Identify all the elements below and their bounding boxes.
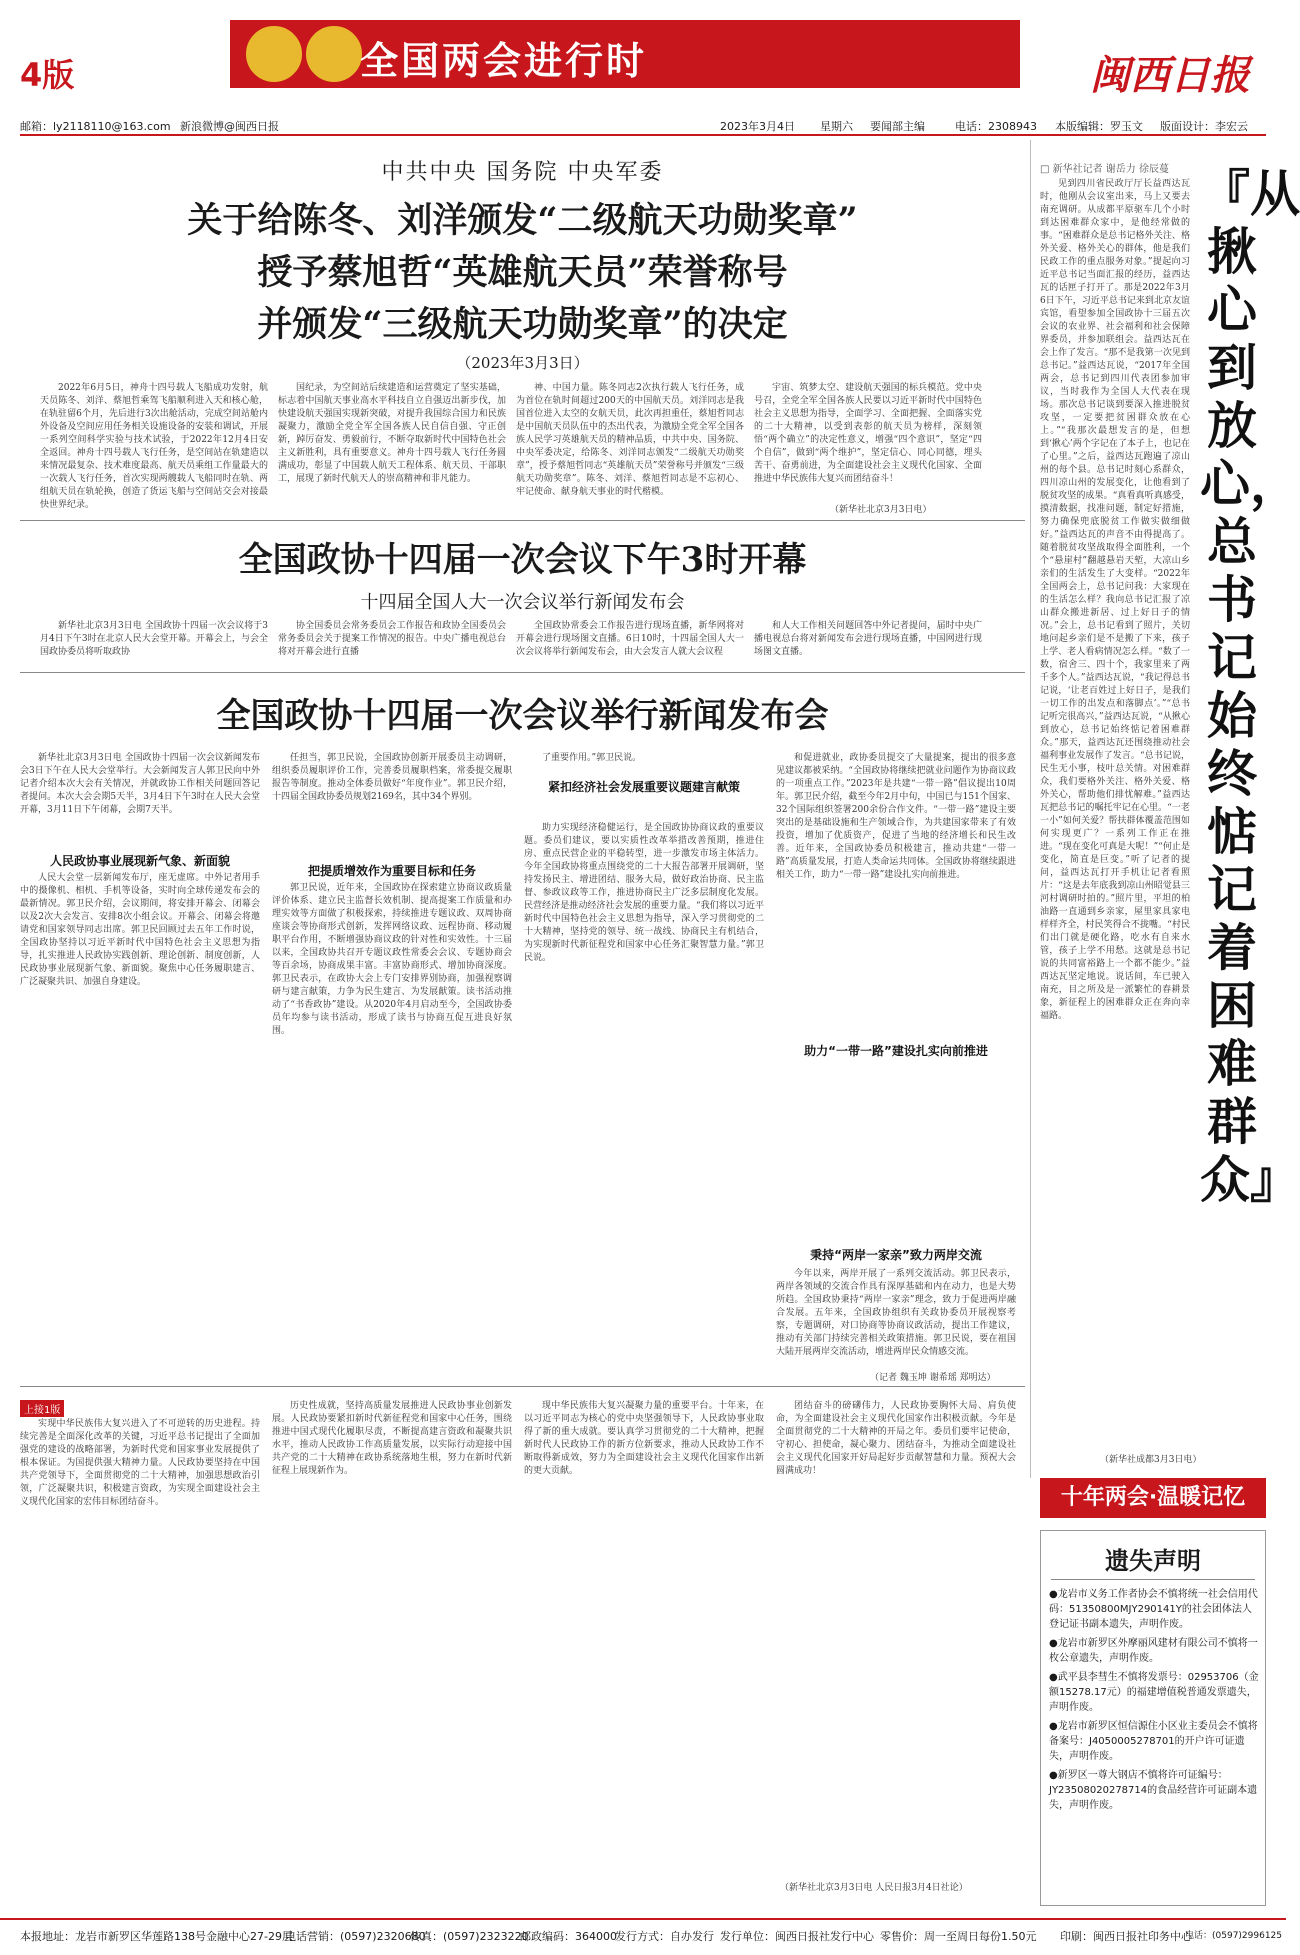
notice-item: ●武平县李彗生不慎将发票号：02953706（金额15278.17元）的福建增值税普通发票遗失，声明作废。	[1049, 1672, 1259, 1713]
notice-title: 遗失声明	[1105, 1547, 1201, 1575]
article1-column-2: 国纪录，为空间站后续建造和运营奠定了坚实基础，标志着中国航天事业高水平科技自立自强迈出新步伐，加快建设航天强国实现新突破，对提升我国综合国力和民族凝聚力，激励全党全军全国各族人民自信自强、守正创新，踔厉奋发、勇毅前行，不断夺取新时代中国特色社会主义新胜利，具有重要意义。神舟十四号载人飞行任务圆满成功，彰显了中国载人航天工程体系、航天员、干部职工，展现了新时代航天人的崇高精神和非凡能力。	[278, 383, 506, 484]
article3-column-1b: 人民大会堂一层新闻发布厅，座无虚席。中外记者用手中的摄像机、相机、手机等设备，实时向全球传递发布会的最新情况。郭卫民介绍，会议期间，将安排开幕会、闭幕会以及2次大会发言、安排8次小组会议。开幕会、闭幕会将邀请党和国家领导同志出席。郭卫民回顾过去五年工作时说，全国政协坚持以习近平新时代中国特色社会主义思想为指导，扎实推进人民政协实践创新、理论创新、制度创新，人民政协事业展现新气象、新面貌。聚焦中心任务履职建言、广泛凝聚共识、加强自身建设。	[20, 873, 260, 987]
feature-byline: □ 新华社记者 谢岳力 徐辰蔓	[1040, 164, 1169, 175]
article1-column-1: 2022年6月5日，神舟十四号载人飞船成功发射，航天员陈冬、刘洋、蔡旭哲乘驾飞船顺利进入天和核心舱，在轨驻留6个月，先后进行3次出舱活动，完成空间站舱内外设备及空间应用任务相关设施设备的安装和调试，开展一系列空间科学实验与技术试验，于2022年12月4日安全返回。神舟十四号载人飞行任务，是空间站在轨建造以来情况最复杂、技术难度最高、航天员乘组工作量最大的一次载人飞行任务，首次实现两艘载人飞船同时在轨、两组航天员在轨轮换，创造了货运飞船与空间站交会对接最快世界纪录。	[40, 383, 268, 510]
footer-distribution: 发行方式：自办发行	[615, 1930, 714, 1943]
weibo: 新浪微博@闽西日报	[180, 120, 279, 133]
headline-line-3: 并颁发“三级航天功勋奖章”的决定	[257, 304, 788, 345]
info-bar	[20, 118, 1266, 136]
continuation-column-1: 实现中华民族伟大复兴进入了不可逆转的历史进程。持续完善是全面深化改革的关键，习近平总书记提出了全面加强党的建设的战略部署，为新时代党和国家事业发展提供了根本保证。为国提供强大精神力量。人民政协要坚持在中国共产党领导下，全面贯彻党的二十大精神，加强思想政治引领，广泛凝聚共识，积极建言资政，为实现全面建设社会主义现代化国家的宏伟目标团结奋斗。	[20, 1419, 260, 1507]
article3-column-4b: 今年以来，两岸开展了一系列交流活动。郭卫民表示，两岸各领域的交流合作具有深厚基础和内在动力，也是大势所趋。全国政协秉持“两岸一家亲”理念，致力于促进两岸融合发展。五年来，全国政协组织有关政协委员开展视察考察，专题调研，对口协商等协商议政活动，提出工作建议，推动有关部门持续完善相关政策措施。郭卫民说，要在祖国大陆开展两岸交流活动，增进两岸民众情感交流。	[776, 1269, 1016, 1357]
article3-headline: 全国政协十四届一次会议举行新闻发布会	[216, 696, 829, 736]
continuation-section	[20, 1392, 1025, 1907]
cppcc-emblem-icon	[302, 22, 366, 86]
notice-item: ●新罗区一尊大钢店不慎将许可证编号：JY23508020278714的食品经营许可证副本遗失，声明作废。	[1049, 1770, 1258, 1811]
page-designer: 版面设计：李宏云	[1160, 120, 1248, 133]
editorial-phone: 电话：2308943	[955, 120, 1037, 133]
footer-address: 本报地址：龙岩市新罗区华莲路138号金融中心27-29层	[20, 1930, 293, 1943]
column-divider	[1030, 140, 1031, 1478]
continuation-column-3: 现中华民族伟大复兴凝聚力量的重要平台。十年来，在以习近平同志为核心的党中央坚强领导下，人民政协事业取得了新的重大成就。要认真学习贯彻党的二十大精神，把握新时代人民政协工作的新方位新要求，推动人民政协工作不断取得新成效，努力为全面建设社会主义现代化国家作出新的更大贡献。	[524, 1401, 764, 1476]
footer-phone: 电话营销：(0597)2320680	[285, 1930, 426, 1943]
continuation-column-2: 历史性成就，坚持高质量发展推进人民政协事业创新发展。人民政协要紧扣新时代新征程党和国家中心任务，围绕推进中国式现代化履职尽责，不断提高建言资政和凝聚共识水平，推动人民政协工作高质量发展，以实际行动迎接中国共产党的二十大精神在政协系统落地生根，努力在新时代新征程上展现新作为。	[272, 1401, 512, 1476]
series-tag: 十年两会·温暖记忆	[1040, 1478, 1266, 1518]
masthead	[0, 0, 1286, 104]
article3-subheading-4: 助力“一带一路”建设扎实向前推进	[804, 1044, 988, 1058]
divider	[20, 520, 1025, 521]
continuation-column-4: 团结奋斗的磅礴伟力，人民政协要胸怀大局、肩负使命，为全面建设社会主义现代化国家作出积极贡献。今年是全面贯彻党的二十大精神的开局之年。委员们要牢记使命，守初心、担使命，凝心聚力、团结奋斗，为推动全面建设社会主义现代化国家开好局起好步贡献智慧和力量。预祝大会圆满成功！	[776, 1401, 1016, 1476]
page-number: 4版	[20, 56, 75, 94]
email: 邮箱：ly2118110@163.com	[20, 120, 171, 133]
article2-subheadline: 十四届全国人大一次会议举行新闻发布会	[360, 592, 685, 613]
notice-item: ●龙岩市新罗区外摩丽风建材有限公司不慎将一枚公章遗失，声明作废。	[1049, 1638, 1258, 1664]
article3-source: （记者 魏玉坤 谢希瑶 郑明达）	[870, 1373, 996, 1383]
article3-column-2b: 郭卫民说，近年来，全国政协在探索建立协商议政质量评价体系、建立民主监督长效机制、提高提案工作质量和办理实效等方面做了积极探索，持续推进专题议政、双周协商座谈会等协商形式创新，发挥网络议政、远程协商、移动履职平台作用，不断增强协商议政的针对性和实效性。十三届以来，全国政协共召开专题议政性常委会会议、专题协商会等百余场，协商成果丰富。丰富协商形式、增加协商深度。郭卫民表示，在政协大会上专门安排界别协商，加强视察调研与建言献策，力争为民生建言、为发展献策。读书活动推动了“书香政协”建设。从2020年4月启动至今，全国政协委员年均参与读书活动，形成了读书与协商互促互进良好氛围。	[272, 883, 512, 1036]
article3-column-4: 和促进就业，政协委员提交了大量提案，提出的很多意见建议都被采纳。“全国政协将继续把就业问题作为协商议政的一项重点工作。”2023年是共建“一带一路”倡议提出10周年。郭卫民介绍，截至今年2月中旬，中国已与151个国家、32个国际组织签署200余份合作文件。“一带一路”建设主要突出的是基础设施和生产领域合作，为共建国家带来了有效投资，增加了优质资产，促进了当地的经济增长和民生改善。近年来，全国政协委员积极建言，推动共建“一带一路”高质量发展，打造人类命运共同体。全国政协将继续跟进相关工作，助力“一带一路”建设扎实向前推进。	[776, 753, 1016, 880]
footer-fax: 传真：(0597)2323220	[410, 1930, 529, 1943]
continuation-tag: 上接1版	[20, 1400, 64, 1417]
article3-column-3: 了重要作用。”郭卫民说。	[542, 753, 642, 763]
article3-subheading-2: 把提质增效作为重要目标和任务	[307, 864, 476, 878]
article2-column-2: 协全国委员会常务委员会工作报告和政协全国委员会常务委员会关于提案工作情况的报告。中央广播电视总台将对开幕会进行直播	[278, 621, 506, 657]
article1-kicker: 中共中央 国务院 中央军委	[381, 160, 664, 185]
newspaper-logo: 闽西日报	[1090, 52, 1250, 99]
headline-line-2: 授予蔡旭哲“英雄航天员”荣誉称号	[257, 252, 788, 293]
article1-date: （2023年3月3日）	[456, 354, 589, 372]
issue-date: 2023年3月4日	[720, 120, 795, 133]
article3-column-1: 新华社北京3月3日电 全国政协十四届一次会议新闻发布会3日下午在人民大会堂举行。大会新闻发言人郭卫民向中外记者介绍本次大会有关情况，并就政协工作相关问题回答记者提问。本次大会会期5天半，3月4日下午3时在人民大会堂开幕，3月11日下午闭幕，会期7天半。	[20, 753, 260, 815]
article3-subheading-3: 紧扣经济社会发展重要议题建言献策	[547, 780, 740, 794]
notice-list	[1049, 1587, 1259, 1817]
article3-subheading-5: 秉持“两岸一家亲”致力两岸交流	[810, 1248, 982, 1262]
article3-column-3b: 助力实现经济稳健运行，是全国政协协商议政的重要议题。委员们建议，要以实质性改革举措改善预期，推进住房、重点民营企业的平稳转型，进一步激发市场主体活力。今年全国政协将重点围绕党的二十大报告部署开展调研，坚持发扬民主、增进团结、服务大局，做好政治协商、民主监督、参政议政等工作，推进协商民主广泛多层制度化发展。民营经济是推动经济社会发展的重要力量。“我们将以习近平新时代中国特色社会主义思想为指导，深入学习贯彻党的二十大精神，坚持党的领导、统一战线、协商民主有机结合，为实现新时代新征程党和国家中心任务汇聚智慧力量。”郭卫民说。	[524, 823, 764, 963]
feature-vertical-title: 『从揪心到放心，总书记始终惦记着困难群众』	[1200, 164, 1300, 1209]
headline-line-1: 关于给陈冬、刘洋颁发“二级航天功勋奖章”	[187, 200, 858, 241]
chief-editor: 要闻部主编	[870, 120, 925, 133]
footer-printer: 印刷：闽西日报社印务中心	[1060, 1930, 1192, 1943]
article2-headline: 全国政协十四届一次会议下午3时开幕	[238, 540, 807, 580]
national-emblem-icon	[242, 22, 306, 86]
article2-column-3: 全国政协常委会工作报告进行现场直播，新华网将对开幕会进行现场图文直播。6日10时，十四届全国人大一次会议将举行新闻发布会，由大会发言人就大会议程	[516, 621, 744, 657]
article2-column-1: 新华社北京3月3日电 全国政协十四届一次会议将于3月4日下午3时在北京人民大会堂开幕。开幕会上，与会全国政协委员将听取政协	[40, 621, 268, 657]
divider	[20, 672, 1025, 673]
divider	[1051, 1579, 1255, 1580]
footer-postcode: 邮政编码：364000	[520, 1930, 617, 1943]
article1-column-4: 宇宙、筑梦太空、建设航天强国的标兵模范。党中央号召，全党全军全国各族人民要以习近平新时代中国特色社会主义思想为指导，全面学习、全面把握、全面落实党的二十大精神，以受到表彰的航天员为榜样，深刻领悟“两个确立”的决定性意义，增强“四个意识”，坚定“四个自信”，做到“两个维护”，坚定信心、同心同德，埋头苦干、奋勇前进，为全面建设社会主义现代化国家、全面推进中华民族伟大复兴而团结奋斗！	[754, 383, 982, 484]
article2-column-4: 和人大工作相关问题回答中外记者提问，届时中央广播电视总台将对新闻发布会进行现场直播，中国网进行现场图文直播。	[754, 621, 982, 657]
continuation-source: （新华社北京3月3日电 人民日报3月4日社论）	[780, 1883, 968, 1893]
feature-source: （新华社成都3月3日电）	[1100, 1455, 1202, 1465]
article1-column-3: 神、中国力量。陈冬同志2次执行载人飞行任务，成为首位在轨时间超过200天的中国航天员。刘洋同志是我国首位进入太空的女航天员，此次再担重任，蔡旭哲同志是中国航天员队伍中的杰出代表，为激励全党全军全国各族人民学习英雄航天员的精神品质，中共中央、国务院、中央军委决定，给陈冬、刘洋同志颁发“二级航天功勋奖章”，授予蔡旭哲同志“英雄航天员”荣誉称号并颁发“三级航天功勋奖章”。陈冬、刘洋、蔡旭哲同志是不忘初心、牢记使命、献身航天事业的时代楷模。	[516, 383, 744, 497]
divider	[20, 1386, 1025, 1387]
article3-column-2: 任担当，郭卫民说，全国政协创新开展委员主动调研，组织委员履职评价工作，完善委员履职档案，常委提交履职报告等制度。推动全体委员做好“年度作业”。郭卫民介绍，十四届全国政协委员规划2169名，其中34个界别。	[272, 753, 512, 802]
footer-print-phone: 电话：(0597)2996125	[1185, 1931, 1283, 1941]
feature-body: 见到四川省民政厅厅长益西达瓦时，他刚从会议室出来，马上又要去南充调研。从成都平原驱车几个小时到达困难群众家中，是他经常做的事。“困难群众是总书记格外关注、格外关爱、格外关心的群体，他是我们民政工作的重点服务对象。”提起向习近平总书记当面汇报的经历，益西达瓦的话匣子打开了。那是2022年3月6日下午，习近平总书记来到北京友谊宾馆，看望参加全国政协十三届五次会议的农业界、社会福利和社会保障界委员，并参加联组会。益西达瓦在会上作了发言。“那不是我第一次见到总书记。”益西达瓦说，“2017年全国两会，总书记到四川代表团参加审议，当时我作为全国人大代表在现场。那次总书记谈到要深入推进脱贫攻坚，一定要把贫困群众放在心上。”“我那次最想发言的是，但想到‘揪心’两个字记在了本子上，也记在了心里。”之后，益西达瓦跑遍了凉山州的每个县。总书记时刻心系群众，四川凉山州的发展变化，让他看到了脱贫攻坚的成果。“真看真听真感受，摸清数据，找准问题，制定好措施，努力确保兜底脱贫工作做实做细做好。”益西达瓦的声音不由得提高了。随着脱贫攻坚战取得全面胜利，一个个“悬崖村”翻越悬岩天堑，大凉山乡亲们的生活发生了大变样。“2022年全国两会上，总书记问我：大家现在的生活怎么样？我向总书记汇报了凉山群众搬进新居、过上好日子的情况。”会上，总书记看到了照片，关切地问起乡亲们是不是搬了下来，孩子上学、老人看病情况怎么样。“数了一数，宿舍三、四十个，我家里来了两千多个人。”益西达瓦说，“我记得总书记说，‘让老百姓过上好日子，是我们一切工作的出发点和落脚点’。”“总书记听完很高兴，”益西达瓦说，“从揪心到放心，总书记始终惦记着困难群众。”那天，益西达瓦还围绕推动社会福利事业发展作了发言。“总书记说，民生无小事，枝叶总关情。对困难群众，我们要格外关注、格外关爱、格外关心，帮助他们排忧解难。”益西达瓦把总书记的嘱托牢记在心里。“一老一小”如何关爱？帮扶群体覆盖范围如何实现更广？一系列工作正在推进。“现在变化可真是大呢！”“何止是变化，简直是巨变。”听了记者的提问，益西达瓦打开手机让记者看照片：“这是去年底我到凉山州昭觉县三河村调研时拍的。”照片里，平坦的柏油路一直通到乡亲家，屋里家具家电样样齐全，村民笑得合不拢嘴。“村民们出门就是硬化路，吃水有自来水管，孩子上学不用愁。这就是总书记说的共同富裕路上一个都不能少。”益西达瓦坚定地说。说话间，车已驶入南充，目之所及是一派繁忙的春耕景象，新征程上的困难群众正在奔向幸福路。	[1040, 179, 1190, 1021]
weekday: 星期六	[820, 120, 853, 133]
lost-notice-box	[1040, 1530, 1266, 1906]
footer	[0, 1918, 1286, 1948]
page-editor: 本版编辑：罗玉文	[1055, 120, 1143, 133]
notice-item: ●龙岩市新罗区恒信源住小区业主委员会不慎将备案号：J4050005278701的开户许可证遗失，声明作废。	[1049, 1721, 1258, 1762]
article1-headline	[20, 195, 1025, 351]
footer-price: 零售价：周一至周日每份1.50元	[880, 1930, 1037, 1943]
footer-distributor: 发行单位：闽西日报社发行中心	[720, 1930, 874, 1943]
article1-source: （新华社北京3月3日电）	[830, 505, 932, 515]
banner-title: 全国两会进行时	[360, 39, 648, 83]
article3-subheading-1: 人民政协事业展现新气象、新面貌	[49, 854, 230, 868]
notice-item: ●龙岩市义务工作者协会不慎将统一社会信用代码：51350800MJY290141Y的社会团体法人登记证书副本遗失，声明作废。	[1049, 1589, 1258, 1630]
